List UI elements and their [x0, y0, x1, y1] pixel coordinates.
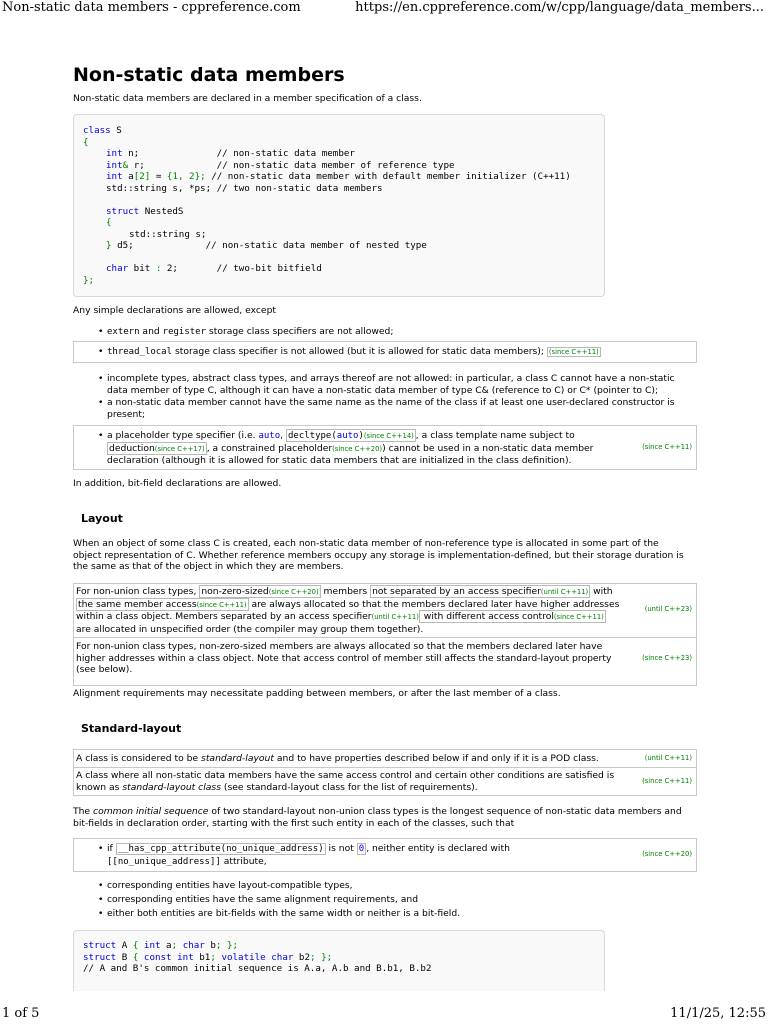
revision-box-standard-layout: [73, 749, 697, 796]
print-footer: [0, 1004, 768, 1024]
revision-box-layout: [73, 583, 697, 686]
print-title: Non-static data members - cppreference.com: [2, 0, 301, 15]
version-tag: (until C++23): [644, 605, 692, 613]
code-block-1: class S { int n; // non-static data member int& r; // non-static data member of reference type int a[2] = {1, 2}; // non-static data member with default member initializer (C++11) std::string s, *ps; // two non-static data members struct NestedS { std::string s; } d5; // non-static data member of nested type char bit : 2; // two-bit bitfield };: [73, 114, 605, 297]
revision-row: A class is considered to be standard-layout and to have properties described below if and only if it is a POD class. (until C++11): [76, 753, 692, 764]
layout-paragraph: When an object of some class C is created, each non-static data member of non-reference type is allocated in some part of the object representation of C. Whether reference members occupy any storage is implementation-defined, but their storage duration is the same as that of the object in which they are members.: [73, 538, 684, 572]
revision-row: A class where all non-static data members have the same access control and certain other conditions are satisfied is known as standard-layout class (see standard-layout class for the list of requirements). (since C++11): [74, 767, 696, 795]
intro-text: Non-static data members are declared in a member specification of a class.: [73, 93, 422, 104]
revision-box-placeholder: [73, 425, 697, 470]
revision-box-no-unique-address: [73, 838, 697, 872]
list-item: • thread_local storage class specifier is not allowed (but it is allowed for static data members); (since C++11): [97, 346, 627, 359]
print-datetime: 11/1/25, 12:55: [670, 1006, 766, 1021]
list-item: • a non-static data member cannot have the same name as the name of the class if at least one user-declared constructor is present;: [97, 397, 697, 420]
bitfield-text: In addition, bit-field declarations are allowed.: [73, 478, 282, 489]
page-number: 1 of 5: [2, 1006, 40, 1021]
any-simple-text: Any simple declarations are allowed, except: [73, 305, 277, 316]
common-initial-sequence-text: The common initial sequence of two standard-layout non-union class types is the longest sequence of non-static data members and bit-fields in declaration order, starting with the first such entity in each of the classes, such that: [73, 806, 682, 829]
version-tag: (since C++20): [642, 850, 692, 858]
list-item: • either both entities are bit-fields with the same width or neither is a bit-field.: [97, 908, 697, 920]
version-tag: (until C++11): [644, 754, 692, 762]
revision-row: For non-union class types, non-zero-sized(since C++20) members not separated by an access specifier(until C++11) with the same member access(since C++11) are always allocated so that the members declared later have higher addresses within a class object. Members separated by an access specifier(until C++11) with different access control(since C++11) are allocated in unspecified order (the compiler may group them together). (until C++23): [76, 586, 692, 635]
list-item: • corresponding entities have the same alignment requirements, and: [97, 894, 697, 906]
version-tag: (since C++11): [642, 777, 692, 785]
list-item: • a placeholder type specifier (i.e. auto, decltype(auto)(since C++14) , a class template name subject to deduction(since C++17) , a constrained placeholder(since C++20)) cannot be used in a non-static data member declaration (although it is allowed for static data members that are initialized in the class definition).: [97, 430, 627, 467]
version-tag: (since C++23): [642, 654, 692, 662]
list-item: • extern and register storage class specifiers are not allowed;: [97, 326, 667, 339]
revision-box-thread-local: [73, 341, 697, 363]
print-url[interactable]: https://en.cppreference.com/w/cpp/language/data_members...: [355, 0, 764, 15]
section-heading-layout: Layout: [81, 512, 123, 525]
revision-row: For non-union class types, non-zero-sized members are always allocated so that the members declared later have higher addresses within a class object. Note that access control of member still affects the standard-layout property (see below). (since C++23): [74, 637, 696, 685]
alignment-text: Alignment requirements may necessitate padding between members, or after the last member of a class.: [73, 688, 561, 699]
version-tag: (since C++11): [642, 443, 692, 451]
print-header: [0, 0, 768, 16]
page-title: Non-static data members: [73, 64, 345, 86]
section-heading-standard-layout: Standard-layout: [81, 722, 182, 735]
list-item: • incomplete types, abstract class types, and arrays thereof are not allowed: in particular, a class C cannot have a non-static data member of type C, although it can have a non-static data member of type C& (reference to C) or C* (pointer to C);: [97, 373, 697, 396]
list-item: • if __has_cpp_attribute(no_unique_address) is not 0 , neither entity is declared with [[no_unique_address]] attribute,: [97, 843, 627, 868]
list-item: • corresponding entities have layout-compatible types,: [97, 880, 697, 892]
code-block-2: struct A { int a; char b; }; struct B { const int b1; volatile char b2; }; // A and B's common initial sequence is A.a, A.b and B.b1, B.b2: [73, 930, 605, 991]
